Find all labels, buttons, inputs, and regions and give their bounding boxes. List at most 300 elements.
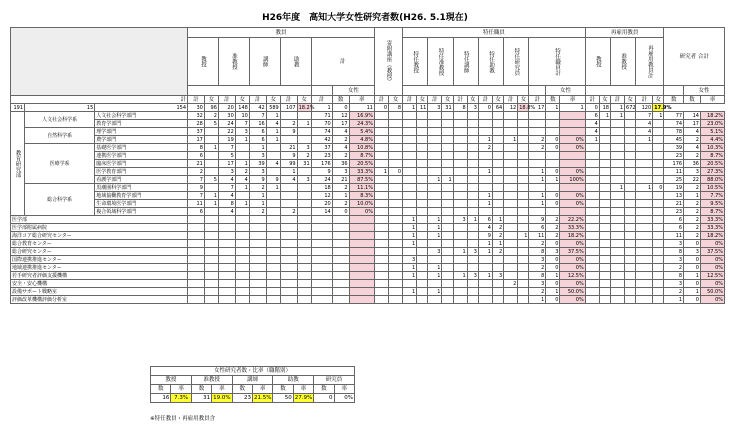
table-cell — [585, 200, 599, 208]
table-cell — [349, 256, 374, 264]
table-cell — [504, 112, 518, 120]
table-cell — [453, 224, 467, 232]
summary-note: ※特任教員・再雇用教員含 — [150, 416, 216, 422]
table-cell — [442, 248, 453, 256]
table-cell: 191 — [11, 104, 25, 112]
table-cell — [478, 208, 492, 216]
table-cell — [266, 256, 280, 264]
table-cell: 4 — [235, 176, 249, 184]
table-cell — [417, 160, 428, 168]
table-cell — [389, 224, 403, 232]
table-cell: 21 — [280, 144, 297, 152]
table-cell — [280, 192, 297, 200]
subheader-cell: 計 — [188, 96, 205, 104]
table-cell — [266, 216, 280, 224]
table-cell: 3 — [529, 280, 546, 288]
table-cell — [467, 232, 478, 240]
table-cell: 18.2% — [298, 104, 315, 111]
table-cell — [280, 232, 297, 240]
table-cell: 30 — [218, 112, 235, 120]
table-cell — [611, 264, 625, 272]
table-cell — [453, 240, 467, 248]
table-cell — [518, 264, 529, 272]
table-cell: 1 — [546, 272, 560, 280]
table-cell — [389, 272, 403, 280]
table-cell — [297, 240, 311, 248]
table-cell: 4 — [266, 160, 280, 168]
table-cell: 1 — [428, 224, 442, 232]
table-cell: 33.3% — [560, 224, 585, 232]
table-cell: 1 — [374, 168, 388, 176]
table-cell — [585, 208, 599, 216]
table-cell: 1 — [492, 216, 503, 224]
table-cell: 1 — [280, 168, 297, 176]
table-cell — [417, 168, 428, 176]
table-cell: 0 — [546, 280, 560, 288]
table-cell — [374, 136, 388, 144]
table-cell — [453, 232, 467, 240]
table-cell — [518, 112, 529, 120]
page-title: H26年度 高知大学女性研究者数(H26. 5.1現在) — [262, 13, 468, 23]
dept-name: 臨床医学部門 — [95, 160, 188, 168]
dept-name: 黒潮圏科学部門 — [95, 184, 188, 192]
table-cell — [403, 144, 417, 152]
table-cell: 21 — [188, 160, 205, 168]
table-cell — [332, 232, 349, 240]
table-cell: 1 — [249, 192, 266, 200]
table-cell — [529, 120, 546, 128]
table-cell — [599, 160, 610, 168]
table-cell: 3 — [218, 168, 235, 176]
table-cell: 12 — [332, 112, 349, 120]
table-cell — [266, 208, 280, 216]
table-cell — [636, 152, 653, 160]
header-kyoin: 教員 — [188, 28, 375, 38]
table-cell: 120 — [636, 104, 653, 112]
table-cell — [349, 296, 374, 304]
table-cell: 3 — [664, 280, 684, 288]
table-cell: 2 — [332, 152, 349, 160]
table-cell — [599, 192, 610, 200]
table-cell — [442, 224, 453, 232]
table-cell — [625, 136, 636, 144]
table-cell — [599, 176, 610, 184]
side-label: 教育研究部 — [11, 112, 25, 216]
table-cell: 2 — [664, 288, 684, 296]
table-cell: 8.3% — [349, 192, 374, 200]
table-cell — [417, 184, 428, 192]
table-cell — [625, 240, 636, 248]
table-cell — [518, 200, 529, 208]
table-cell — [218, 288, 235, 296]
table-cell: 0 — [546, 296, 560, 304]
table-cell: 6 — [529, 224, 546, 232]
table-cell — [611, 120, 625, 128]
table-cell: 11 — [664, 168, 684, 176]
table-cell — [403, 208, 417, 216]
table-cell: 2 — [492, 248, 503, 256]
table-cell — [442, 256, 453, 264]
table-cell — [478, 152, 492, 160]
table-cell — [467, 256, 478, 264]
table-cell: 9.5% — [700, 200, 724, 208]
table-cell — [478, 280, 492, 288]
table-cell — [504, 144, 518, 152]
table-cell — [611, 152, 625, 160]
table-cell — [611, 288, 625, 296]
table-cell: 2 — [297, 152, 311, 160]
table-cell: 3 — [235, 128, 249, 136]
table-cell: 1 — [478, 136, 492, 144]
table-cell: 0 — [546, 192, 560, 200]
table-cell — [636, 168, 653, 176]
table-cell: 1 — [403, 224, 417, 232]
table-cell — [546, 160, 560, 168]
table-cell: 1 — [266, 184, 280, 192]
group-label: 人文社会科学系 — [25, 112, 95, 128]
table-row — [11, 208, 725, 216]
table-cell — [453, 152, 467, 160]
table-cell — [585, 272, 599, 280]
table-cell — [428, 144, 442, 152]
table-cell — [492, 296, 503, 304]
table-cell — [599, 120, 610, 128]
table-cell — [625, 168, 636, 176]
table-cell: 50.0% — [560, 288, 585, 296]
table-cell: 1 — [504, 136, 518, 144]
table-cell — [504, 232, 518, 240]
table-cell — [417, 112, 428, 120]
table-cell: 3 — [403, 256, 417, 264]
table-cell — [249, 272, 266, 280]
table-cell — [653, 144, 664, 152]
table-cell: 45 — [664, 136, 684, 144]
table-cell — [467, 176, 478, 184]
table-cell — [428, 296, 442, 304]
table-cell — [417, 120, 428, 128]
table-cell: 0 — [389, 168, 403, 176]
table-cell: 0% — [560, 144, 585, 152]
table-cell: 0% — [700, 240, 724, 248]
table-cell: 3 — [249, 152, 266, 160]
table-cell — [249, 280, 266, 288]
table-cell — [625, 216, 636, 224]
table-cell — [403, 200, 417, 208]
table-cell: 1 — [478, 272, 492, 280]
table-cell: 11 — [349, 104, 374, 112]
table-cell — [467, 168, 478, 176]
table-cell — [218, 232, 235, 240]
table-cell — [417, 224, 428, 232]
table-cell — [518, 160, 529, 168]
table-cell: 21 — [332, 176, 349, 184]
table-cell: 1 — [467, 216, 478, 224]
table-cell: 1 — [249, 200, 266, 208]
table-cell — [492, 152, 503, 160]
table-row — [11, 256, 725, 264]
table-cell: 1 — [529, 200, 546, 208]
table-cell: 8 — [453, 104, 467, 112]
table-cell: 1 — [492, 240, 503, 248]
table-cell: 176 — [311, 160, 332, 168]
table-cell — [389, 216, 403, 224]
table-cell: 0% — [560, 280, 585, 288]
table-cell — [332, 272, 349, 280]
table-cell — [599, 256, 610, 264]
table-cell — [280, 264, 297, 272]
table-cell — [297, 272, 311, 280]
table-cell — [653, 160, 664, 168]
table-cell — [297, 208, 311, 216]
table-cell — [204, 152, 218, 160]
table-cell — [297, 200, 311, 208]
table-cell: 3 — [332, 168, 349, 176]
table-cell: 0% — [560, 200, 585, 208]
table-cell: 1 — [428, 216, 442, 224]
table-cell — [417, 264, 428, 272]
table-cell — [625, 248, 636, 256]
table-cell: 33.3% — [700, 216, 724, 224]
table-cell: 4 — [585, 120, 599, 128]
subheader-cell: 女 — [442, 96, 453, 104]
table-row — [11, 264, 725, 272]
table-cell: 42 — [249, 104, 266, 112]
table-cell — [266, 240, 280, 248]
table-cell — [492, 280, 503, 288]
table-cell — [235, 144, 249, 152]
table-cell: 3 — [684, 168, 701, 176]
subheader-cell: 計 — [374, 96, 388, 104]
table-cell — [389, 232, 403, 240]
table-cell: 37.5% — [560, 248, 585, 256]
table-cell — [625, 208, 636, 216]
table-cell — [504, 224, 518, 232]
table-cell — [653, 224, 664, 232]
table-cell — [389, 128, 403, 136]
table-row — [11, 272, 725, 280]
table-cell — [297, 232, 311, 240]
table-cell: 25 — [664, 176, 684, 184]
table-cell: 1 — [428, 264, 442, 272]
table-cell: 1 — [529, 192, 546, 200]
table-cell: 0% — [700, 256, 724, 264]
table-cell — [453, 296, 467, 304]
table-cell — [235, 208, 249, 216]
table-cell — [653, 216, 664, 224]
table-cell: 4 — [636, 128, 653, 136]
table-cell — [518, 272, 529, 280]
table-cell — [653, 120, 664, 128]
table-cell — [585, 256, 599, 264]
table-cell — [453, 264, 467, 272]
table-cell: 1 — [546, 104, 560, 112]
table-cell: 1 — [428, 232, 442, 240]
table-cell — [266, 168, 280, 176]
table-cell: 2 — [332, 184, 349, 192]
table-cell — [504, 256, 518, 264]
unit-name: 地域連携推進センター — [11, 264, 188, 272]
table-cell — [492, 160, 503, 168]
table-cell — [653, 128, 664, 136]
table-cell: 0 — [684, 280, 701, 288]
table-cell — [611, 176, 625, 184]
table-cell — [204, 296, 218, 304]
table-cell — [332, 240, 349, 248]
table-cell — [349, 240, 374, 248]
table-cell — [518, 208, 529, 216]
table-cell: 1 — [204, 144, 218, 152]
table-cell: 2 — [529, 264, 546, 272]
table-cell: 0 — [585, 104, 599, 112]
table-cell — [518, 280, 529, 288]
table-cell: 3 — [467, 272, 478, 280]
table-cell: 0% — [560, 296, 585, 304]
table-cell — [560, 208, 585, 216]
table-cell: 2 — [546, 232, 560, 240]
table-cell — [467, 144, 478, 152]
table-cell — [492, 136, 503, 144]
table-cell — [599, 288, 610, 296]
table-cell — [492, 264, 503, 272]
table-cell — [467, 240, 478, 248]
table-cell — [546, 120, 560, 128]
table-cell — [478, 128, 492, 136]
table-cell: 0 — [684, 256, 701, 264]
table-cell: 0% — [560, 168, 585, 176]
table-cell: 37.5% — [700, 248, 724, 256]
table-cell: 77 — [664, 112, 684, 120]
table-cell: 1 — [546, 176, 560, 184]
subheader-cell: 率 — [700, 96, 724, 104]
table-cell — [636, 200, 653, 208]
table-cell — [428, 112, 442, 120]
table-cell: 11 — [188, 200, 205, 208]
summary-caption: 女性研究者数・比率（職階別） — [151, 367, 355, 376]
table-cell — [428, 280, 442, 288]
table-cell: 2 — [546, 224, 560, 232]
subheader-cell: 数 — [684, 96, 701, 104]
subheader-cell: 計 — [529, 96, 546, 104]
table-cell — [599, 200, 610, 208]
table-cell: 1 — [204, 192, 218, 200]
table-cell — [266, 200, 280, 208]
table-cell — [374, 272, 388, 280]
table-cell — [204, 184, 218, 192]
table-cell — [636, 296, 653, 304]
table-cell — [636, 288, 653, 296]
table-cell: 6 — [664, 224, 684, 232]
table-cell — [389, 264, 403, 272]
table-cell — [374, 128, 388, 136]
table-cell: 70 — [311, 120, 332, 128]
table-cell — [374, 192, 388, 200]
header-tokunin: 特任職員 — [403, 28, 586, 38]
table-cell — [188, 240, 205, 248]
table-cell: 4 — [218, 176, 235, 184]
table-cell — [280, 240, 297, 248]
table-cell: 2 — [546, 216, 560, 224]
table-cell: 1 — [478, 168, 492, 176]
table-cell: 23.0% — [700, 120, 724, 128]
table-cell — [442, 288, 453, 296]
table-cell — [467, 120, 478, 128]
table-cell — [311, 240, 332, 248]
table-row — [11, 128, 725, 136]
table-cell — [560, 184, 585, 192]
table-cell: 6 — [478, 216, 492, 224]
table-cell — [478, 296, 492, 304]
table-cell: 10.8% — [349, 144, 374, 152]
table-cell — [518, 224, 529, 232]
table-cell: 7 — [188, 192, 205, 200]
header-saikoyo: 再雇用教員 — [585, 28, 664, 38]
table-cell — [585, 224, 599, 232]
table-cell — [417, 272, 428, 280]
table-cell: 7 — [235, 120, 249, 128]
table-cell — [389, 176, 403, 184]
subheader-cell: 女 — [266, 96, 280, 104]
table-cell — [204, 280, 218, 288]
table-cell: 28 — [188, 120, 205, 128]
table-cell: 1 — [266, 128, 280, 136]
table-cell: 8.7% — [700, 152, 724, 160]
subheader-cell: 女 — [492, 96, 503, 104]
dept-name: 人文社会科学部門 — [95, 112, 188, 120]
table-cell — [417, 280, 428, 288]
table-cell — [478, 184, 492, 192]
unit-name: 総合研究センター — [11, 248, 188, 256]
table-cell: 1 — [428, 176, 442, 184]
table-cell — [467, 288, 478, 296]
researcher-table: 教員 寄附講座（教授） 特任職員 再雇用教員 研究者 合計 教授 准教授 講師 助教 計 特任教授 特任准教授 特任講師 特任助教 特任研究員 特任職員計 教授 准教授 再雇用教員計 女性 女性 女性 計 計 女 計 女 計 女 計 女 計 数 率 計 女 計 女 計 女 計 女 計 女 計 女 計 数 率 計 女 計 女 計 女 数 数 率 191 15 154 30 96 20 148 42 589 107 18.2% 1 0 11 0 8 1 11 3 31 8 3 0 64 12 18.8% 17 1 1 0 18 1 672 120 17.9% 教育研究部 人文社会科学系 人文社会科学部門 32 2 30 10 7 1 71 12 16.9% 6 1 1 7 1 77 14 18.2% 教育学部門 28 5 24 7 16 4 2 1 70 17 24.3% 4 4 74 17 23.0% 自然科学系 理学部門 37 22 3 6 1 9 74 4 5.4% 4 4 78 4 5.1% 農学部門 17 19 1 6 1 42 2 4.8% 1 1 2 0 0% 1 1 45 2 4.4% 医療学系 基礎医学部門 8 1 7 1 21 3 37 4 10.8% 2 2 0 0% 39 4 10.3% 連携医学部門 6 5 3 9 2 23 2 8.7% 23 2 8.7% 臨床医学部門 21 17 1 39 4 99 31 176 36 20.5% 176 36 20.5% 医学教育部門 2 3 2 3 1 9 3 33.3% 1 0 1 1 0 0% 11 3 27.3% 看護学部門 7 5 4 4 9 9 4 3 24 21 87.5% 1 1 1 1 100% 25 22 88.0% 総合科学系 黒潮圏科学部門 9 7 1 2 1 18 2 11.1% 1 1 0 19 2 10.5% 地域協働教育学部門 7 1 4 1 12 1 8.3% 1 1 0 0% 13 1 7.7% 生命環境医学部門 11 1 8 1 1 20 2 10.0% 1 1 0 0% 21 2 9.5% 複合領域科学部門 6 4 2 2 14 0 0% 23 2 8.7% 医学部 1 1 3 1 6 1 9 2 22.2% 6 2 33.3% 医学部附属病院 1 1 4 2 6 2 33.3% 6 2 33.3% 海洋コア総合研究センター 1 1 9 2 1 11 2 18.2% 11 2 18.2% 総合教育センター 1 1 1 2 0 0% 3 0 0% 総合研究センター 3 1 3 1 2 8 3 37.5% 8 3 37.5% 国際連携推進センター 3 3 0 0% 3 0 0% 地域連携推進センター 1 1 2 0 0% 2 0 0% 若手研究者評価支援機構 1 1 1 3 1 3 8 1 12.5% 8 1 12.5% 安全・安心機構 2 3 0 0% 3 0 0% 設備サポート戦略室 1 1 2 1 50.0% 2 1 50.0% 評価改革機構評価分析室 1 0 0% 1 0 0% — [12, 29, 723, 303]
table-cell: 2 — [684, 216, 701, 224]
table-cell — [280, 112, 297, 120]
table-cell — [467, 224, 478, 232]
table-cell — [249, 248, 266, 256]
table-cell — [442, 168, 453, 176]
table-cell: 37 — [311, 144, 332, 152]
table-cell — [625, 296, 636, 304]
table-cell — [389, 136, 403, 144]
table-cell — [428, 192, 442, 200]
subheader-cell: 計 — [403, 96, 417, 104]
table-cell — [374, 112, 388, 120]
table-cell — [492, 144, 503, 152]
table-cell — [374, 200, 388, 208]
table-cell: 2 — [684, 224, 701, 232]
table-cell — [374, 120, 388, 128]
table-cell: 37 — [188, 128, 205, 136]
table-cell — [653, 152, 664, 160]
table-cell — [204, 136, 218, 144]
table-cell — [428, 168, 442, 176]
table-cell — [374, 256, 388, 264]
table-cell: 2 — [188, 168, 205, 176]
table-cell — [625, 200, 636, 208]
table-cell — [518, 240, 529, 248]
table-cell: 12 — [311, 192, 332, 200]
table-row — [11, 288, 725, 296]
table-cell: 3 — [297, 176, 311, 184]
table-cell — [611, 232, 625, 240]
table-cell — [653, 288, 664, 296]
subheader-cell: 数 — [546, 96, 560, 104]
table-cell: 2 — [280, 208, 297, 216]
table-cell: 10 — [235, 112, 249, 120]
table-cell: 7 — [249, 112, 266, 120]
dept-name: 医学教育部門 — [95, 168, 188, 176]
table-cell — [235, 280, 249, 288]
